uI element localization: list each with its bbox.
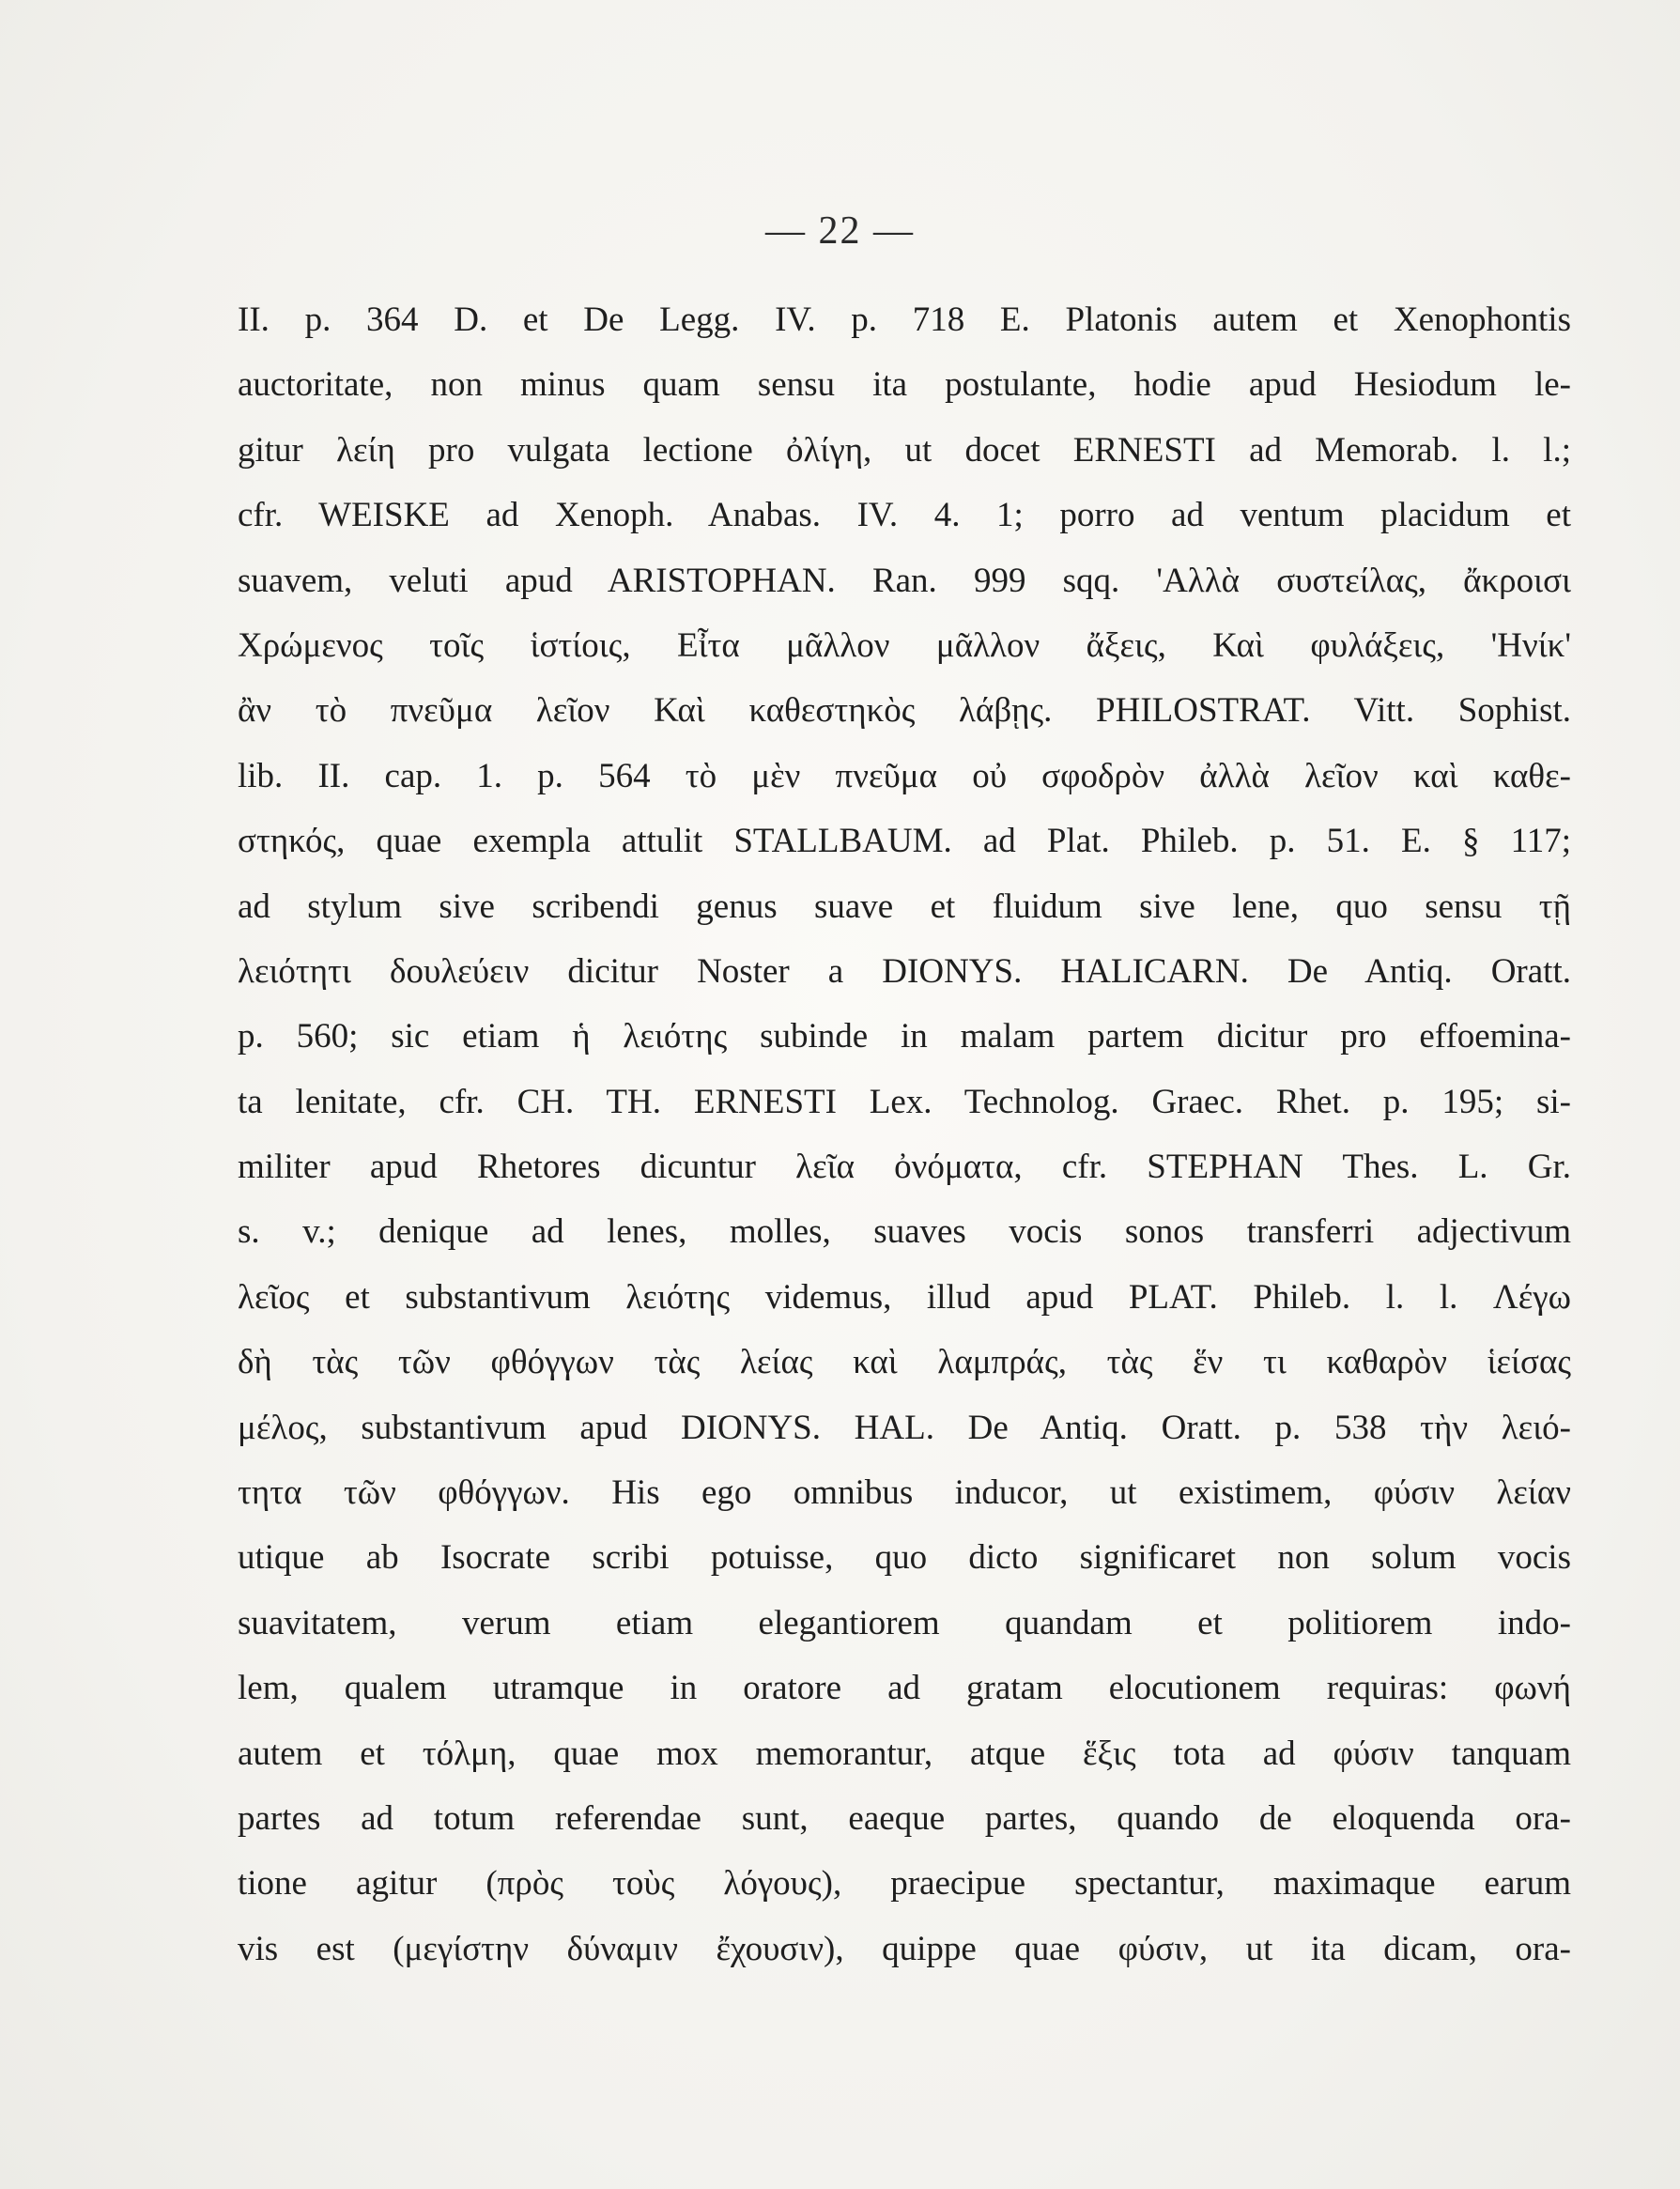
text-line: gitur λείη pro vulgata lectione ὀλίγη, ut docet ERNESTI ad Memorab. l. l.; [238,430,1571,470]
text-line: μέλος, substantivum apud DIONYS. HAL. De Antiq. Oratt. p. 538 τὴν λειό- [238,1408,1571,1447]
text-line: utique ab Isocrate scribi potuisse, quo dicto significaret non solum vocis [238,1538,1571,1578]
text-line: II. p. 364 D. et De Legg. IV. p. 718 E. Platonis autem et Xenophontis [238,301,1571,339]
text-line: tione agitur (πρὸς τοὺς λόγους), praecipue spectantur, maximaque earum [238,1864,1571,1904]
text-line: Χρώμενος τοῖς ἱστίοις, Εἶτα μᾶλλον μᾶλλον ἄξεις, Καὶ φυλάξεις, 'Ηνίκ' [238,625,1571,665]
text-line: vis est (μεγίστην δύναμιν ἔχουσιν), quippe quae φύσιν, ut ita dicam, ora- [238,1929,1571,1968]
text-line: suavitatem, verum etiam elegantiorem quandam et politiorem indo- [238,1603,1571,1642]
text-line: τητα τῶν φθόγγων. His ego omnibus inducor, ut existimem, φύσιν λείαν [238,1473,1571,1513]
text-line: s. v.; denique ad lenes, molles, suaves vocis sonos transferri adjectivum [238,1212,1571,1252]
text-line: suavem, veluti apud ARISTOPHAN. Ran. 999 sqq. 'Αλλὰ συστείλας, ἄκροισι [238,561,1571,600]
text-line: λεῖος et substantivum λειότης videmus, illud apud PLAT. Phileb. l. l. Λέγω [238,1277,1571,1317]
text-line: militer apud Rhetores dicuntur λεῖα ὀνόματα, cfr. STEPHAN Thes. L. Gr. [238,1148,1571,1187]
text-line: lem, qualem utramque in oratore ad gratam elocutionem requiras: φωνή [238,1669,1571,1708]
text-line: lib. II. cap. 1. p. 564 τὸ μὲν πνεῦμα οὐ σφοδρὸν ἀλλὰ λεῖον καὶ καθε- [238,756,1571,795]
text-line: ἂν τὸ πνεῦμα λεῖον Καὶ καθεστηκὸς λάβῃς. PHILOSTRAT. Vitt. Sophist. [238,691,1571,731]
text-line: auctoritate, non minus quam sensu ita postulante, hodie apud Hesiodum le- [238,365,1571,405]
text-line: partes ad totum referendae sunt, eaeque partes, quando de eloquenda ora- [238,1798,1571,1838]
text-line: p. 560; sic etiam ἡ λειότης subinde in malam partem dicitur pro effoemina- [238,1017,1571,1056]
text-line: ta lenitate, cfr. CH. TH. ERNESTI Lex. Technolog. Graec. Rhet. p. 195; si- [238,1082,1571,1121]
page-number: — 22 — [765,209,915,253]
text-line: ad stylum sive scribendi genus suave et fluidum sive lene, quo sensu τῇ [238,886,1571,926]
body-text [238,287,1571,1981]
text-line: autem et τόλμη, quae mox memorantur, atque ἕξις tota ad φύσιν tanquam [238,1734,1571,1773]
text-line: cfr. WEISKE ad Xenoph. Anabas. IV. 4. 1; porro ad ventum placidum et [238,496,1571,535]
text-line: δὴ τὰς τῶν φθόγγων τὰς λείας καὶ λαμπράς, τὰς ἕν τι καθαρὸν ἱείσας [238,1343,1571,1382]
text-line: λειότητι δουλεύειν dicitur Noster a DIONYS. HALICARN. De Antiq. Oratt. [238,951,1571,991]
text-line: στηκός, quae exempla attulit STALLBAUM. ad Plat. Phileb. p. 51. E. § 117; [238,822,1571,861]
